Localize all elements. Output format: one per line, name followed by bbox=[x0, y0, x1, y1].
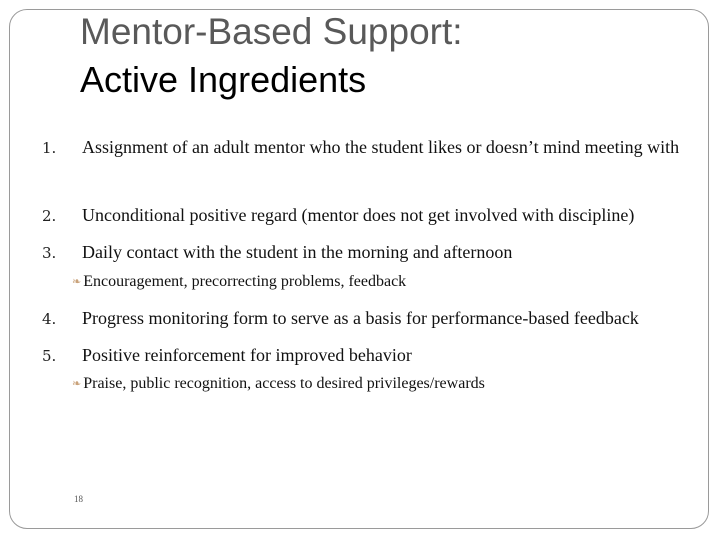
list-item: Progress monitoring form to serve as a basis for performance-based feedback bbox=[82, 308, 639, 328]
list-item: Positive reinforcement for improved behavior bbox=[82, 345, 412, 365]
title-line-2: Active Ingredients bbox=[80, 59, 367, 100]
sub-item-text: Praise, public recognition, access to desired privileges/rewards bbox=[83, 375, 485, 392]
title-line-1: Mentor-Based Support: bbox=[80, 11, 463, 52]
list-item: Assignment of an adult mentor who the student likes or doesn’t mind meeting with bbox=[82, 137, 680, 157]
list-item: Daily contact with the student in the morning and afternoon bbox=[82, 242, 513, 262]
sub-item-text: Encouragement, precorrecting problems, feedback bbox=[83, 273, 407, 290]
page-number: 18 bbox=[74, 494, 83, 504]
list-item: Unconditional positive regard (mentor does not get involved with discipline) bbox=[82, 205, 635, 225]
item-number: 3. bbox=[42, 244, 57, 262]
item-number: 5. bbox=[42, 347, 57, 365]
sub-list-item bbox=[72, 270, 406, 294]
bullet-icon: ❧ bbox=[72, 378, 82, 390]
item-number: 1. bbox=[42, 139, 57, 157]
sub-list-item bbox=[72, 372, 485, 396]
item-number: 2. bbox=[42, 207, 57, 225]
bullet-icon: ❧ bbox=[72, 276, 82, 288]
item-number: 4. bbox=[42, 310, 57, 328]
